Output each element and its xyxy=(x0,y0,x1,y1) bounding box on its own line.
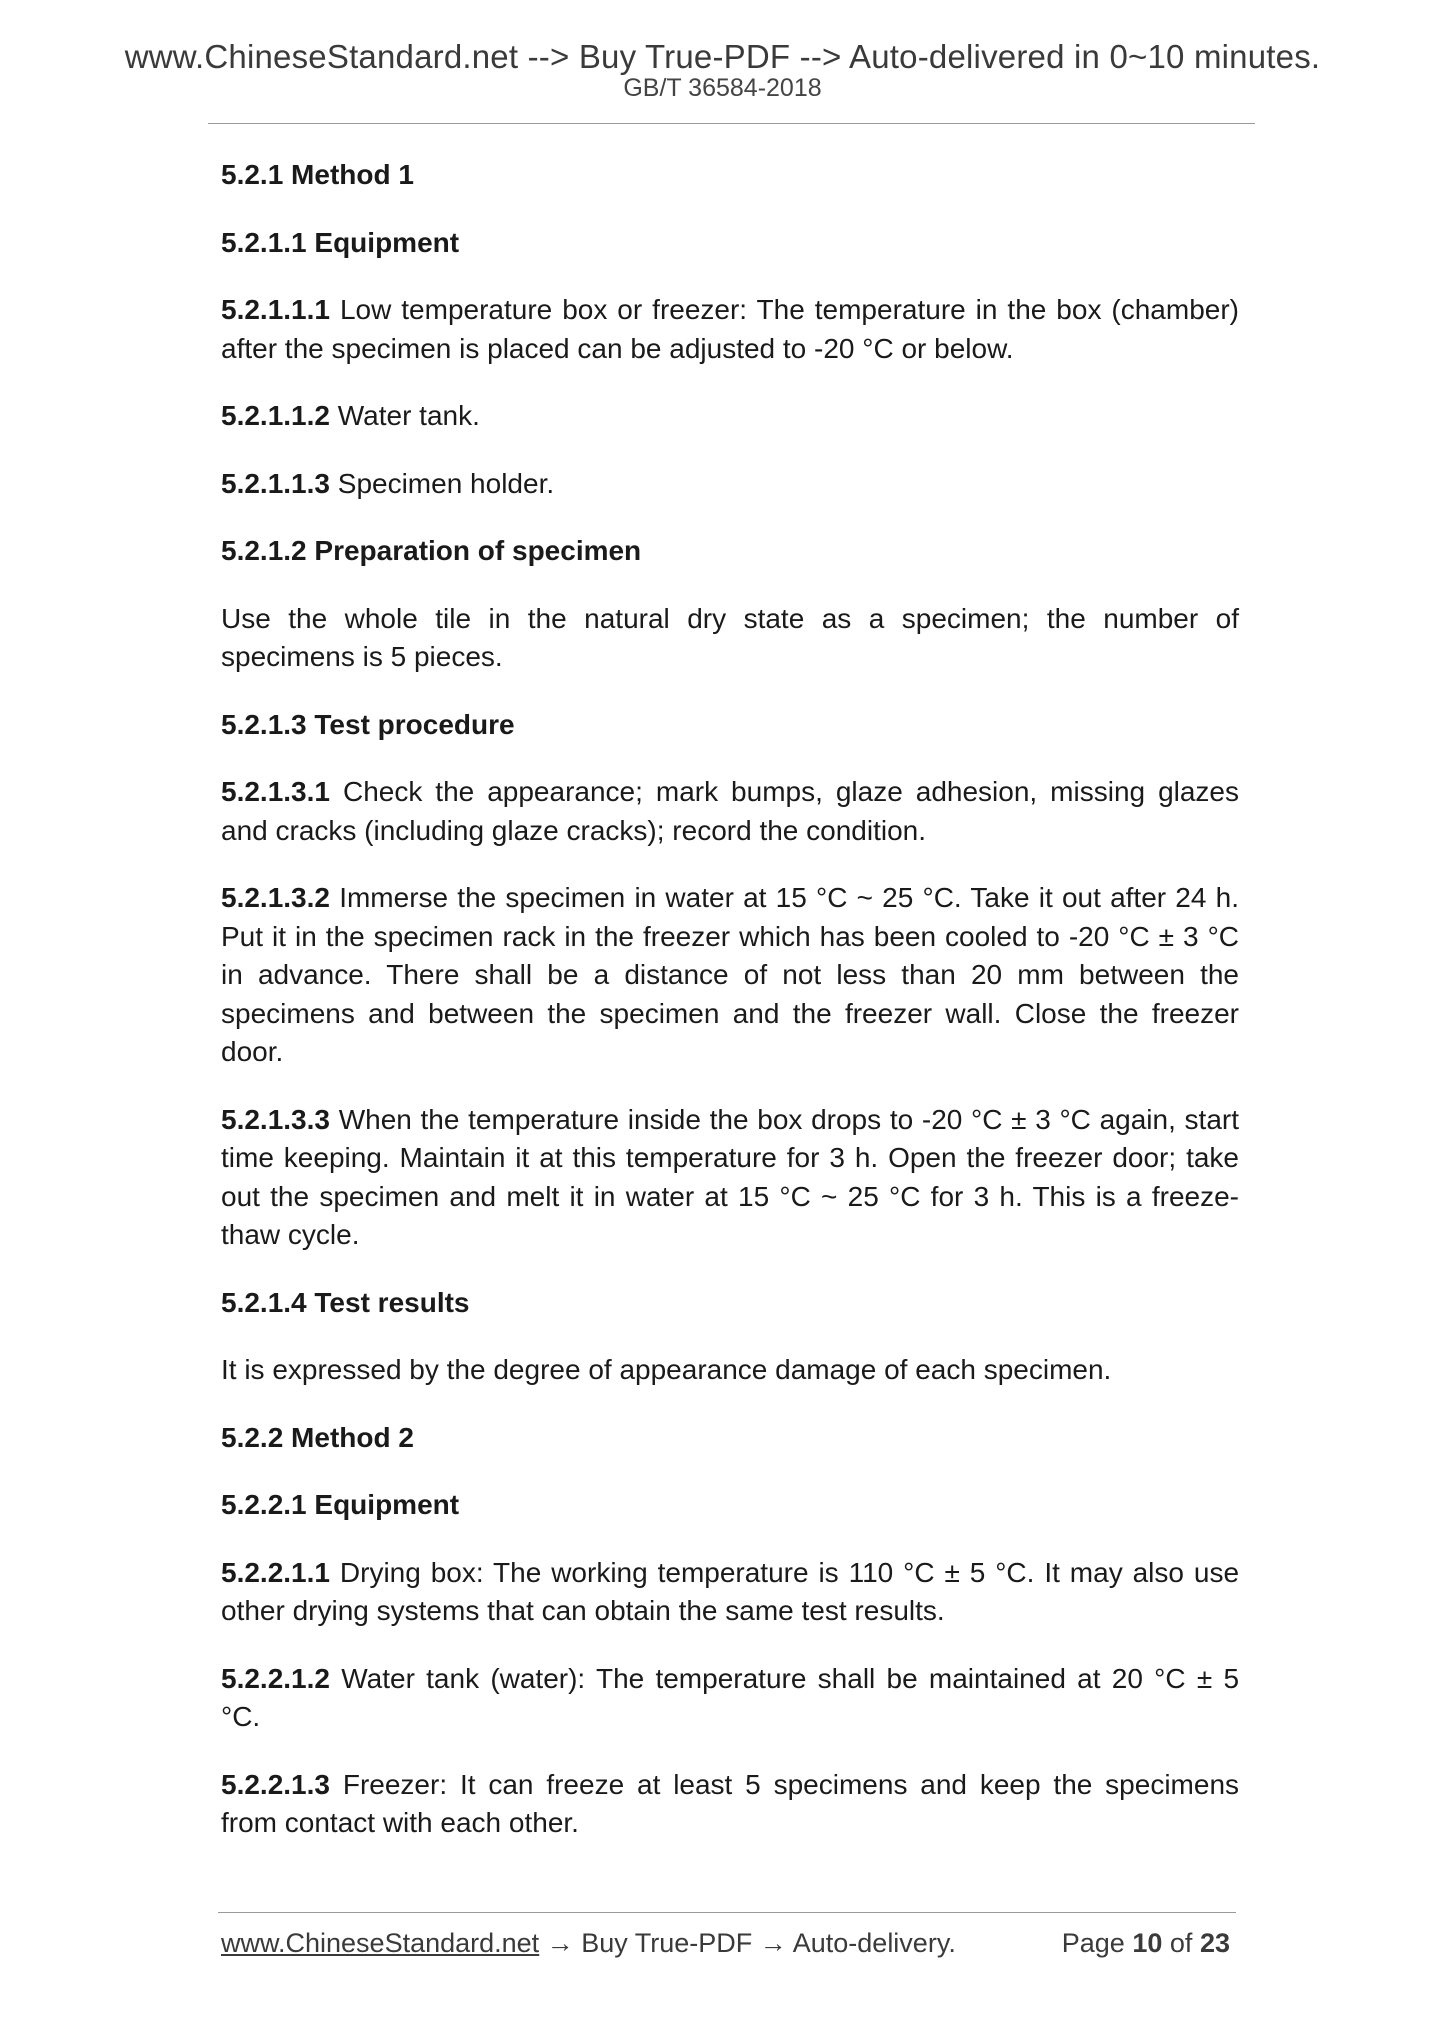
clause-number: 5.2.1.3.3 xyxy=(221,1103,330,1135)
clause-number: 5.2.2.1.1 xyxy=(221,1556,330,1588)
section-heading: 5.2.2.1 Equipment xyxy=(221,1489,460,1520)
clause-paragraph xyxy=(221,397,1239,436)
clause-text: Freezer: It can freeze at least 5 specimens and keep the specimens from contact with each other. xyxy=(221,1768,1240,1838)
clause-paragraph xyxy=(221,1660,1239,1737)
clause-number: 5.2.1.1.3 xyxy=(221,467,330,499)
document-id: GB/T 36584-2018 xyxy=(623,74,822,102)
clause-paragraph xyxy=(221,773,1239,850)
footer-tagline: → Buy True-PDF → Auto-delivery. xyxy=(539,1928,956,1958)
page-footer xyxy=(221,1928,1236,1968)
clause-number: 5.2.1.3.1 xyxy=(221,776,330,807)
section-heading: 5.2.1.3 Test procedure xyxy=(221,708,515,740)
clause-text: Water tank (water): The temperature shall be maintained at 20 °C ± 5 °C. xyxy=(221,1662,1240,1732)
page-number: 10 xyxy=(1132,1928,1163,1958)
clause-number: 5.2.2.1.3 xyxy=(221,1768,330,1800)
clause-paragraph xyxy=(221,1554,1239,1631)
clause-text: Drying box: The working temperature is 110 °C ± 5 °C. It may also use other drying systems that can obtain the same test results. xyxy=(221,1556,1240,1626)
page-total: 23 xyxy=(1199,1928,1230,1958)
clause-paragraph xyxy=(221,465,1239,504)
clause-paragraph xyxy=(221,1101,1239,1255)
clause-text: Specimen holder. xyxy=(337,467,555,499)
footer-divider xyxy=(218,1912,1236,1913)
body-paragraph: It is expressed by the degree of appearance damage of each specimen. xyxy=(221,1354,1112,1385)
clause-text: Check the appearance; mark bumps, glaze adhesion, missing glazes and cracks (including glaze cracks); record the condition. xyxy=(221,776,1240,846)
clause-number: 5.2.1.1.1 xyxy=(221,294,330,325)
page-label: Page xyxy=(1061,1928,1125,1958)
clause-number: 5.2.1.3.2 xyxy=(221,882,330,913)
clause-paragraph xyxy=(221,879,1239,1072)
clause-text: Water tank. xyxy=(337,400,480,431)
clause-text: When the temperature inside the box drops to -20 °C ± 3 °C again, start time keeping. Maintain it at this temperature for 3 h. Open the freezer door; take out the specimen and melt it in water at 15 °C ~ 25 °C for 3 h. This is a freeze-thaw cycle. xyxy=(221,1103,1239,1250)
section-heading: 5.2.1.1 Equipment xyxy=(221,226,460,258)
section-heading: 5.2.2 Method 2 xyxy=(221,1421,414,1453)
of-label: of xyxy=(1169,1928,1193,1958)
document-body xyxy=(221,156,1239,1872)
body-paragraph: Use the whole tile in the natural dry state as a specimen; the number of specimens is 5 pieces. xyxy=(221,602,1239,672)
footer-site-link[interactable]: www.ChineseStandard.net xyxy=(221,1928,540,1958)
clause-number: 5.2.1.1.2 xyxy=(221,400,330,431)
page-counter xyxy=(1062,1928,1230,1959)
section-heading: 5.2.1 Method 1 xyxy=(221,159,414,190)
section-heading: 5.2.1.4 Test results xyxy=(221,1286,470,1318)
clause-paragraph xyxy=(221,1766,1239,1843)
site-banner: www.ChineseStandard.net --> Buy True-PDF --> Auto-delivered in 0~10 minutes. xyxy=(124,38,1321,75)
header-divider xyxy=(208,123,1255,124)
clause-paragraph xyxy=(221,291,1239,368)
clause-text: Low temperature box or freezer: The temperature in the box (chamber) after the specimen is placed can be adjusted to -20 °C or below. xyxy=(221,294,1239,364)
section-heading: 5.2.1.2 Preparation of specimen xyxy=(221,535,642,566)
clause-text: Immerse the specimen in water at 15 °C ~ 25 °C. Take it out after 24 h. Put it in the specimen rack in the freezer which has been cooled to -20 °C ± 3 °C in advance. There shall be a distance of not less than 20 mm between the specimens and between the specimen and the freezer wall. Close the freezer door. xyxy=(221,882,1240,1067)
clause-number: 5.2.2.1.2 xyxy=(221,1662,330,1694)
